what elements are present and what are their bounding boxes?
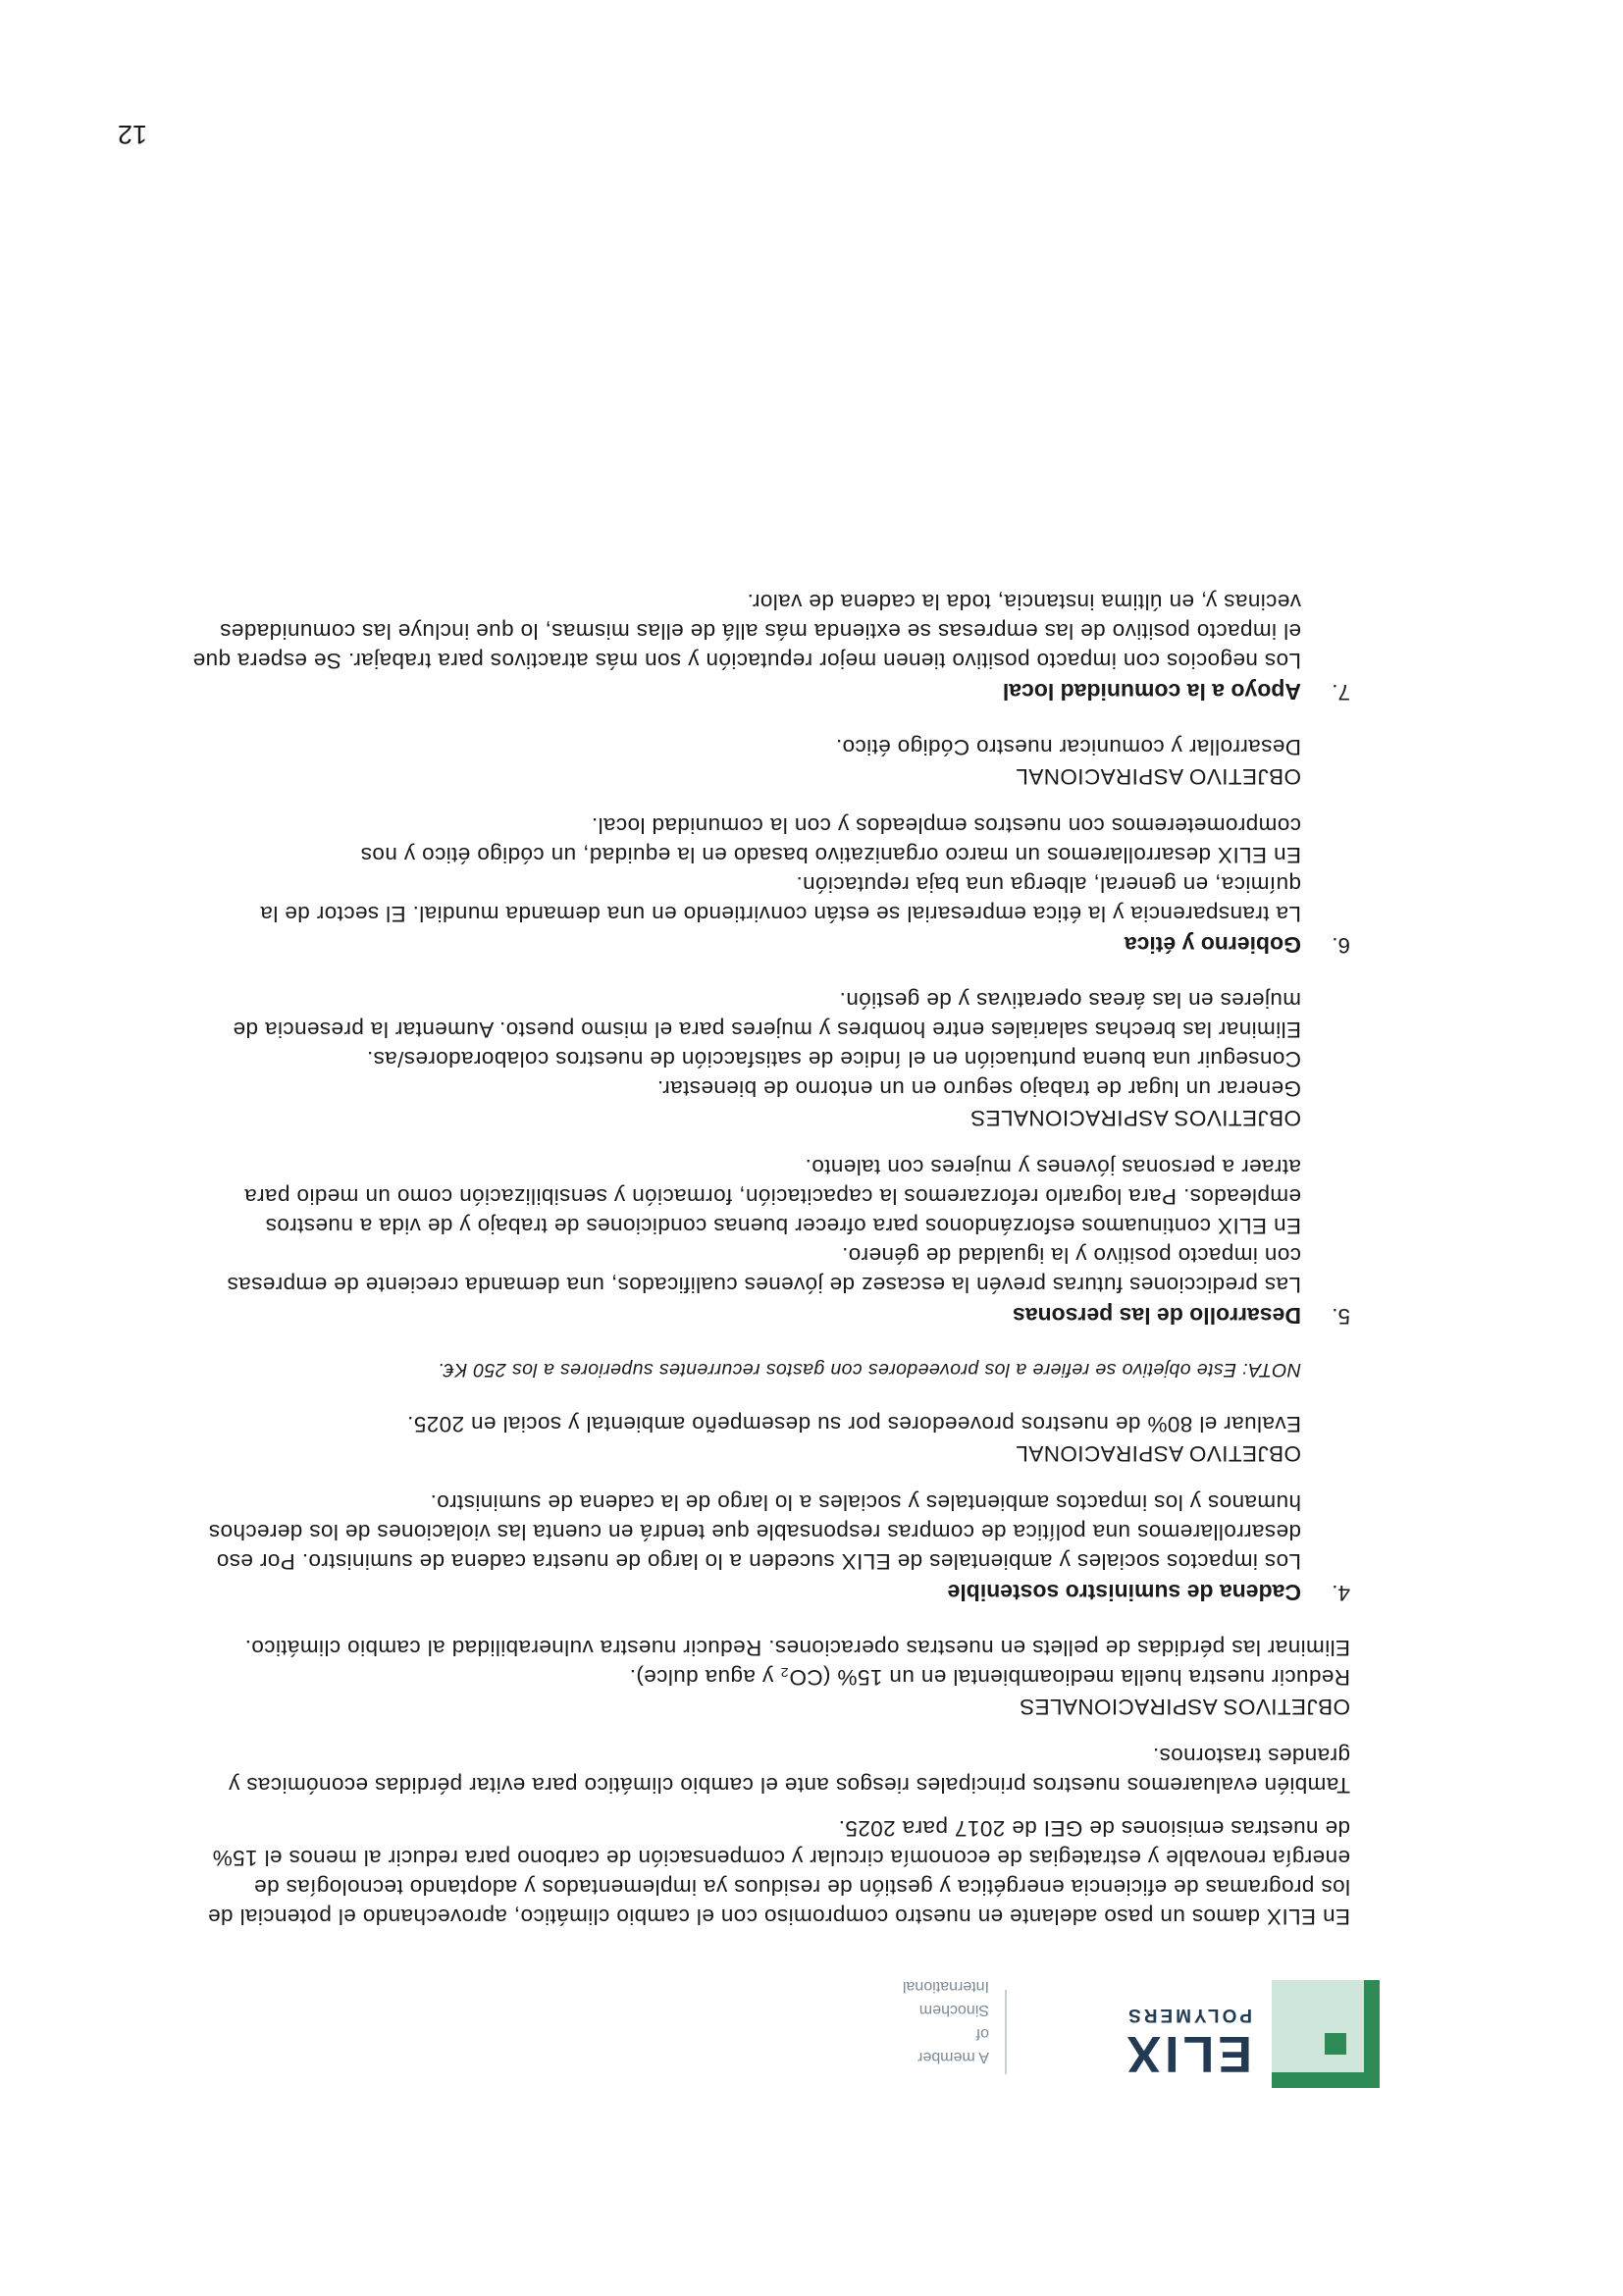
brand-name: ELIX	[1123, 2025, 1252, 2082]
intro-paragraph: En ELIX damos un paso adelante en nuestro compromiso con el cambio climático, aprovechando el potencial de los programas de eficiencia energética y gestión de residuos ya implementados y adoptando tecnologías de energía renovable y estrategias de economía circular y compensación de carbono para reducir al menos el 15% de nuestras emisiones de GEI de 2017 para 2025.	[207, 1816, 1350, 1929]
objective-item: Desarrollar y comunicar nuestro Código ético.	[835, 735, 1301, 759]
section-title: Gobierno y ética	[1124, 932, 1301, 958]
member-line: International	[902, 1978, 989, 1995]
section-people-development	[192, 985, 1350, 1331]
brand-subtitle: POLYMERS	[1126, 2005, 1252, 2025]
section-number: 4.	[1332, 1581, 1350, 1605]
objective-item: Conseguir una buena puntuación en el índice de satisfacción de nuestros colaboradores/as.	[366, 1047, 1301, 1071]
body-paragraph: Los impactos sociales y ambientales de ELIX suceden a lo largo de nuestra cadena de suministro. Por eso desarrollaremos una política de compras responsable que tendrá en cuenta las violaciones de los derechos humanos y los impactos ambientales y sociales a lo largo de la cadena de suministro.	[208, 1490, 1301, 1574]
elix-logo-icon	[1272, 1980, 1380, 2088]
section-body	[192, 985, 1350, 1299]
logo-wordmark	[1026, 2004, 1252, 2080]
objective-item: Evaluar el 80% de nuestros proveedores por su desempeño ambiental y social en 2025.	[406, 1412, 1301, 1436]
member-line: Sinochem	[918, 2002, 989, 2018]
section-number: 5.	[1332, 1304, 1350, 1329]
section-body	[192, 732, 1350, 928]
logo-divider	[1005, 1990, 1007, 2074]
objective-item: Reducir nuestra huella medioambiental en un 15% (CO₂ y agua dulce).	[629, 1665, 1350, 1690]
member-of-text	[903, 1974, 989, 2068]
body-paragraph: Los negocios con impacto positivo tienen mejor reputación y son más atractivos para trabajar. Se espera que el impacto positivo de las empresas se extienda más allá de ellas mismas, lo que incluye las comunidades vecinas y, en última instancia, toda la cadena de valor.	[192, 590, 1301, 673]
objectives-heading: OBJETIVOS ASPIRACIONALES	[1019, 1695, 1350, 1719]
objectives-heading: OBJETIVO ASPIRACIONAL	[1016, 764, 1301, 789]
objectives-heading: OBJETIVO ASPIRACIONAL	[1016, 1441, 1301, 1466]
page-number: 12	[117, 120, 147, 149]
body-paragraph: La transparencia y la ética empresarial se están convirtiendo en una demanda mundial. El sector de la química, en general, alberga una baja reputación.	[260, 872, 1301, 926]
section-body	[192, 1356, 1350, 1576]
document-body	[192, 587, 1350, 1931]
section-number: 6.	[1332, 933, 1350, 958]
objective-item: Generar un lugar de trabajo seguro en un entorno de bienestar.	[656, 1076, 1301, 1101]
objective-item: Eliminar las pérdidas de pellets en nuestras operaciones. Reducir nuestra vulnerabilidad al cambio climático.	[244, 1636, 1350, 1660]
section-heading	[192, 1301, 1350, 1331]
member-line: A member of	[917, 2025, 989, 2065]
section-supply-chain	[192, 1356, 1350, 1607]
objective-item: Eliminar las brechas salariales entre hombres y mujeres para el mismo puesto. Aumentar la presencia de mujeres en las áreas operativas y de gestión.	[233, 988, 1301, 1042]
section-body	[192, 587, 1350, 675]
objectives-heading: OBJETIVOS ASPIRACIONALES	[969, 1106, 1301, 1130]
body-paragraph: Las predicciones futuras prevén la escasez de jóvenes cualificados, una demanda creciente de empresas con impacto positivo y la igualdad de género.	[227, 1243, 1301, 1297]
section-heading	[192, 677, 1350, 706]
section-title: Apoyo a la comunidad local	[1002, 679, 1301, 704]
section-heading	[192, 1578, 1350, 1607]
section-heading	[192, 930, 1350, 960]
section-governance-ethics	[192, 732, 1350, 960]
section-number: 7.	[1332, 680, 1350, 704]
intro-paragraph: También evaluaremos nuestros principales riesgos ante el cambio climático para evitar pérdidas económicas y grandes trastornos.	[228, 1744, 1350, 1798]
body-paragraph: En ELIX continuamos esforzándonos para ofrecer buenas condiciones de trabajo y de vida a nuestros empleados. Para lograrlo reforzaremos la capacitación, formación y sensibilización como un medio para atraer a personas jóvenes y mujeres con talento.	[243, 1155, 1301, 1238]
note-text: NOTA: Este objetivo se refiere a los proveedores con gastos recurrentes superiores a los 250 K€.	[437, 1359, 1301, 1381]
body-paragraph: En ELIX desarrollaremos un marco organizativo basado en la equidad, un código ético y nos comprometeremos con nuestros empleados y con la comunidad local.	[360, 813, 1301, 867]
section-local-community	[192, 587, 1350, 706]
section-title: Cadena de suministro sostenible	[947, 1580, 1301, 1605]
section-title: Desarrollo de las personas	[1012, 1303, 1301, 1329]
